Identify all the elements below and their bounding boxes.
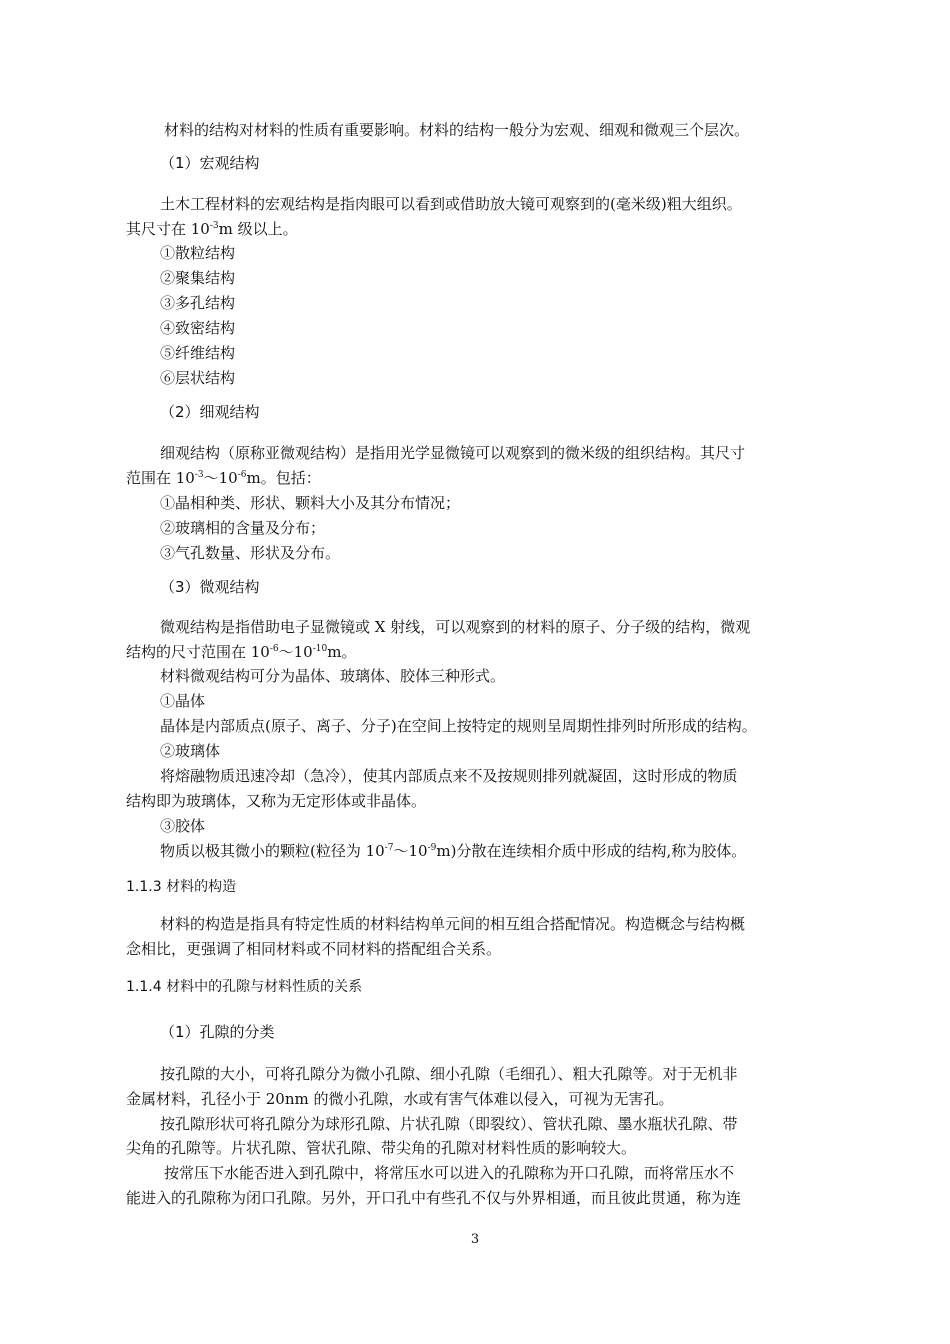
glass-title: ②玻璃体 xyxy=(160,742,221,760)
meso-item: ①晶相种类、形状、颗料大小及其分布情况； xyxy=(160,494,461,512)
pores-paragraph-2-line-2: 尖角的孔隙等。片状孔隙、管状孔隙、带尖角的孔隙对材料性质的影响较大。 xyxy=(126,1139,637,1157)
construction-line-2: 念相比，更强调了相同材料或不同材料的搭配组合关系。 xyxy=(126,940,502,958)
construction-heading: 1.1.3 材料的构造 xyxy=(126,879,237,895)
crystal-title: ①晶体 xyxy=(160,692,206,710)
pores-paragraph-3-line-2: 能进入的孔隙称为闭口孔隙。另外，开口孔中有些孔不仅与外界相通，而且彼此贯通，称为连 xyxy=(126,1189,742,1207)
macro-item: ①散粒结构 xyxy=(160,244,236,262)
meso-heading: （2）细观结构 xyxy=(160,403,260,421)
macro-item: ②聚集结构 xyxy=(160,269,236,287)
construction-line-1: 材料的构造是指具有特定性质的材料结构单元间的相互组合搭配情况。构造概念与结构概 xyxy=(160,915,746,933)
pores-sub-heading: （1）孔隙的分类 xyxy=(160,1023,275,1041)
pores-paragraph-1-line-2: 金属材料，孔径小于 20nm 的微小孔隙，水或有害气体难以侵入，可视为无害孔。 xyxy=(126,1090,674,1108)
macro-item: ③多孔结构 xyxy=(160,294,236,312)
meso-item: ③气孔数量、形状及分布。 xyxy=(160,544,341,562)
intro-paragraph: 材料的结构对材料的性质有重要影响。材料的结构一般分为宏观、细观和微观三个层次。 xyxy=(164,121,750,139)
micro-heading: （3）微观结构 xyxy=(160,578,260,596)
pores-paragraph-3-line-1: 按常压下水能否进入到孔隙中，将常压水可以进入的孔隙称为开口孔隙，而将常压水不 xyxy=(164,1164,735,1182)
pores-paragraph-2-line-1: 按孔隙形状可将孔隙分为球形孔隙、片状孔隙（即裂纹）、管状孔隙、墨水瓶状孔隙、带 xyxy=(160,1115,738,1133)
macro-item: ⑥层状结构 xyxy=(160,369,236,387)
crystal-text: 晶体是内部质点(原子、离子、分子)在空间上按特定的规则呈周期性排列时所形成的结构。 xyxy=(160,717,757,735)
macro-paragraph-line-2: 其尺寸在 $10^{-3}m$ 级以上。 xyxy=(126,220,298,238)
pores-paragraph-1-line-1: 按孔隙的大小，可将孔隙分为微小孔隙、细小孔隙（毛细孔）、粗大孔隙等。对于无机非 xyxy=(160,1065,738,1083)
macro-item: ④致密结构 xyxy=(160,319,236,337)
glass-text-line-2: 结构即为玻璃体，又称为无定形体或非晶体。 xyxy=(126,792,427,810)
meso-paragraph-line-1: 细观结构（原称亚微观结构）是指用光学显微镜可以观察到的微米级的组织结构。其尺寸 xyxy=(160,444,746,462)
micro-forms-line: 材料微观结构可分为晶体、玻璃体、胶体三种形式。 xyxy=(160,667,506,685)
macro-heading: （1）宏观结构 xyxy=(160,154,260,172)
colloid-title: ③胶体 xyxy=(160,817,206,835)
colloid-text: 物质以极其微小的颗粒(粒径为 $10^{-7}\sim 10^{-9}m$)分散在连续相介质中形成的结构,称为胶体。 xyxy=(160,842,747,860)
micro-paragraph-line-1: 微观结构是指借助电子显微镜或 X 射线，可以观察到的材料的原子、分子级的结构，微观 xyxy=(160,618,751,636)
glass-text-line-1: 将熔融物质迅速冷却（急冷），使其内部质点来不及按规则排列就凝固，这时形成的物质 xyxy=(160,767,738,785)
macro-paragraph-line-1: 土木工程材料的宏观结构是指肉眼可以看到或借助放大镜可观察到的(毫米级)粗大组织。 xyxy=(160,195,742,213)
macro-item: ⑤纤维结构 xyxy=(160,344,236,362)
pores-heading: 1.1.4 材料中的孔隙与材料性质的关系 xyxy=(126,979,363,995)
meso-item: ②玻璃相的含量及分布； xyxy=(160,519,326,537)
micro-paragraph-line-2: 结构的尺寸范围在 $10^{-6}\sim 10^{-10}m$。 xyxy=(126,643,357,661)
meso-paragraph-line-2: 范围在 $10^{-3}\sim 10^{-6}m$。包括： xyxy=(126,469,321,487)
page-number: 3 xyxy=(470,1232,480,1247)
